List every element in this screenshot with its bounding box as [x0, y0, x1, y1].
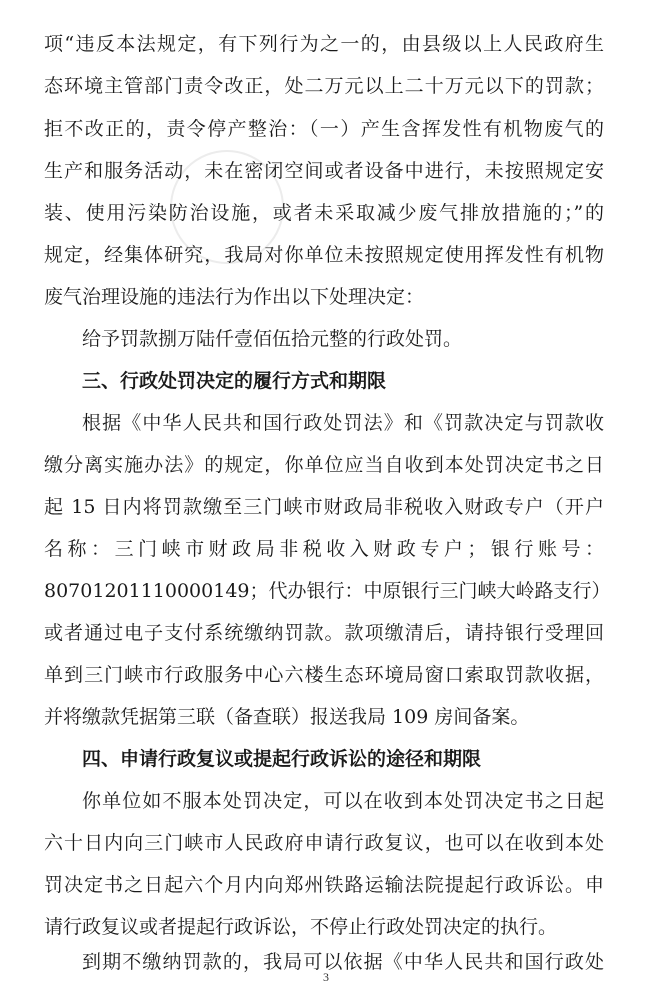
text-line: 并将缴款凭据第三联（备查联）报送我局 109 房间备案。 [44, 706, 530, 728]
text-line: 态环境主管部门责令改正，处二万元以上二十万元以下的罚款； [44, 75, 604, 97]
text-line: 规定，经集体研究，我局对你单位未按照规定使用挥发性有机物 [44, 244, 604, 266]
text-line: 或者通过电子支付系统缴纳罚款。款项缴清后，请持银行受理回 [44, 622, 604, 644]
text-line: 请行政复议或者提起行政诉讼，不停止行政处罚决定的执行。 [44, 916, 558, 938]
section-heading: 三、行政处罚决定的履行方式和期限 [82, 370, 387, 392]
text-line: 生产和服务活动，未在密闭空间或者设备中进行，未按照规定安 [44, 160, 604, 182]
text-line: 拒不改正的，责令停产整治：（一）产生含挥发性有机物废气的 [44, 118, 604, 140]
text-line: 名称：三门峡市财政局非税收入财政专户；银行账号： [44, 538, 604, 560]
text-line: 项“违反本法规定，有下列行为之一的，由县级以上人民政府生 [44, 33, 604, 55]
text-line: 到期不缴纳罚款的，我局可以依据《中华人民共和国行政处 [82, 951, 604, 973]
text-line: 80701201110000149；代办银行：中原银行三门峡大岭路支行） [44, 580, 611, 602]
page-number: 3 [323, 970, 329, 984]
text-line: 你单位如不服本处罚决定，可以在收到本处罚决定书之日起 [82, 790, 604, 812]
text-line: 罚决定书之日起六个月内向郑州铁路运输法院提起行政诉讼。申 [44, 874, 604, 896]
text-line: 装、使用污染防治设施，或者未采取减少废气排放措施的；”的 [44, 202, 604, 224]
text-line: 缴分离实施办法》的规定，你单位应当自收到本处罚决定书之日 [44, 454, 604, 476]
section-heading: 四、申请行政复议或提起行政诉讼的途径和期限 [82, 748, 482, 770]
text-line: 废气治理设施的违法行为作出以下处理决定： [44, 286, 425, 308]
text-line: 给予罚款捌万陆仟壹佰伍拾元整的行政处罚。 [82, 328, 463, 350]
text-line: 单到三门峡市行政服务中心六楼生态环境局窗口索取罚款收据， [44, 664, 604, 686]
text-line: 六十日内向三门峡市人民政府申请行政复议，也可以在收到本处 [44, 832, 604, 854]
text-line: 根据《中华人民共和国行政处罚法》和《罚款决定与罚款收 [82, 412, 604, 434]
text-line: 起 15 日内将罚款缴至三门峡市财政局非税收入财政专户（开户 [44, 496, 604, 518]
